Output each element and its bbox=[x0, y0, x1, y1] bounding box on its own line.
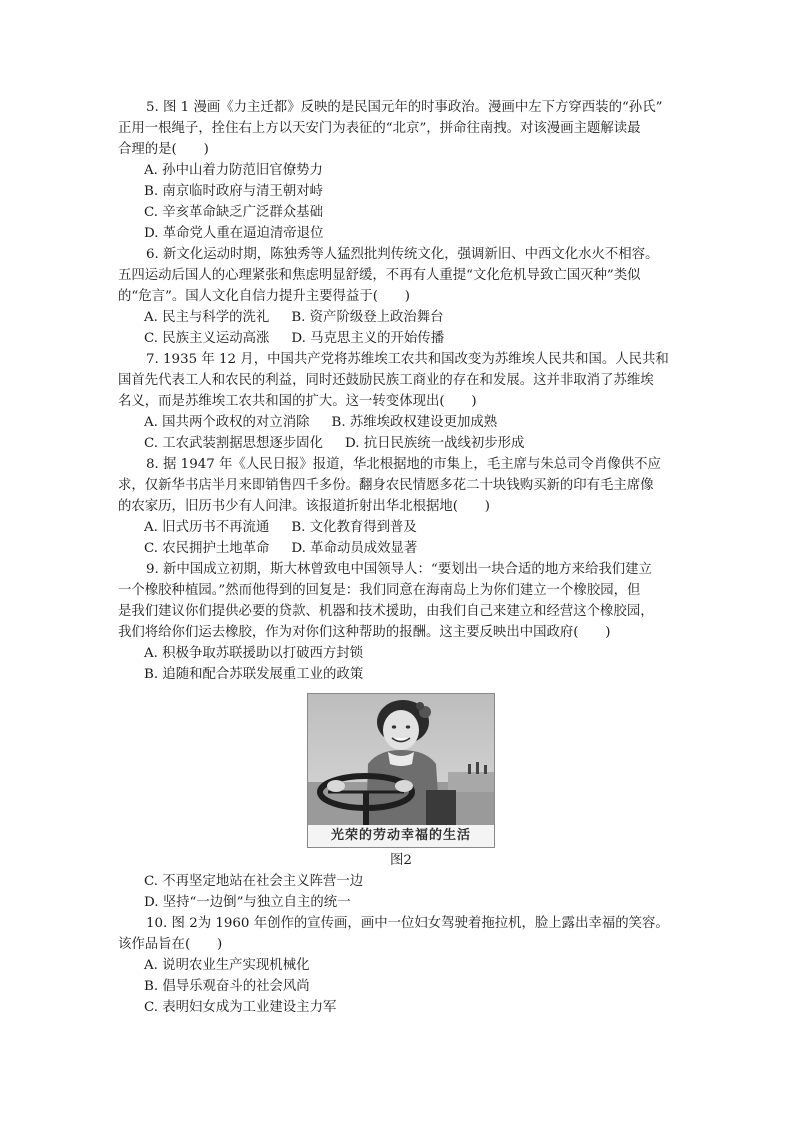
option-d: D. 抗日民族统一战线初步形成 bbox=[344, 436, 525, 451]
question-stem: 7. 1935 年 12 月，中国共产党将苏维埃工农共和国改变为苏维埃人民共和国。人民共和 国首先代表工人和农民的利益，同时还鼓励民族工商业的存在和发展。这并非取消了苏维埃 名义，而是苏维埃工农共和国的扩大。这一转变体现出( ) bbox=[118, 352, 669, 409]
option-d: D. 革命党人重在逼迫清帝退位 bbox=[144, 226, 324, 241]
question-stem: 10. 图 2为 1960 年创作的宣传画，画中一位妇女驾驶着拖拉机，脸上露出幸福的笑容。 该作品旨在( ) bbox=[118, 916, 669, 952]
option-row bbox=[118, 412, 684, 433]
option-d: D. 马克思主义的开始传播 bbox=[291, 331, 445, 346]
option-row bbox=[118, 433, 684, 454]
option-row bbox=[118, 307, 684, 328]
question-9 bbox=[118, 559, 684, 685]
question-stem: 8. 据 1947 年《人民日报》报道，华北根据地的市集上，毛主席与朱总司令肖像供不应 求，仅新华书店半月来即销售四千多份。翻身农民情愿多花二十块钱购买新的印有毛主席像 的农家历，旧历书少有人问津。该报道折射出华北根据地( ) bbox=[118, 457, 661, 514]
option-b: B. 倡导乐观奋斗的社会风尚 bbox=[144, 979, 310, 994]
option-b: B. 文化教育得到普及 bbox=[291, 520, 417, 535]
option-c: C. 辛亥革命缺乏广泛群众基础 bbox=[144, 205, 323, 220]
question-8 bbox=[118, 454, 684, 559]
option-row bbox=[118, 538, 684, 559]
poster-caption: 光荣的劳动幸福的生活 bbox=[308, 825, 494, 847]
option-row bbox=[118, 328, 684, 349]
option-row bbox=[118, 517, 684, 538]
option-c: C. 农民拥护土地革命 bbox=[144, 541, 270, 556]
option-b: B. 南京临时政府与清王朝对峙 bbox=[144, 184, 324, 199]
option-d: D. 坚持“一边倒”与独立自主的统一 bbox=[144, 895, 351, 910]
option-b: B. 资产阶级登上政治舞台 bbox=[291, 310, 444, 325]
option-a: A. 国共两个政权的对立消除 bbox=[144, 415, 310, 430]
option-a: A. 旧式历书不再流通 bbox=[144, 520, 270, 535]
question-10 bbox=[118, 913, 684, 1018]
option-a: A. 民主与科学的洗礼 bbox=[144, 310, 270, 325]
poster-illustration bbox=[308, 694, 494, 825]
question-stem: 6. 新文化运动时期，陈独秀等人猛烈批判传统文化，强调新旧、中西文化水火不相容。 五四运动后国人的心理紧张和焦虑明显舒缓，不再有人重提“文化危机导致亡国灭种”类似 的“危言”。国人文化自信力提升主要得益于( ) bbox=[118, 247, 659, 304]
question-7 bbox=[118, 349, 684, 454]
question-stem: 9. 新中国成立初期，斯大林曾致电中国领导人：“要划出一块合适的地方来给我们建立 一个橡胶种植园。”然而他得到的回复是：我们同意在海南岛上为你们建立一个橡胶园，但 是我们建议你们提供必要的贷款、机器和技术援助，由我们自己来建立和经营这个橡胶园， 我们将给你们运去橡胶，作为对你们这种帮助的报酬。这主要反映出中国政府( ) bbox=[118, 562, 654, 640]
option-a: A. 孙中山着力防范旧官僚势力 bbox=[144, 163, 323, 178]
option-c: C. 不再坚定地站在社会主义阵营一边 bbox=[144, 874, 364, 889]
question-stem: 5. 图 1 漫画《力主迁都》反映的是民国元年的时事政治。漫画中左下方穿西装的“孙氏” 正用一根绳子，拴住右上方以天安门为表征的“北京”，拼命往南拽。对该漫画主题解读最 合理的是( ) bbox=[118, 100, 663, 157]
option-c: C. 民族主义运动高涨 bbox=[144, 331, 270, 346]
option-b: B. 苏维埃政权建设更加成熟 bbox=[331, 415, 498, 430]
option-d: D. 革命动员成效显著 bbox=[291, 541, 418, 556]
figure-2-poster bbox=[307, 693, 495, 848]
option-b: B. 追随和配合苏联发展重工业的政策 bbox=[144, 667, 364, 682]
option-c: C. 表明妇女成为工业建设主力军 bbox=[144, 1000, 337, 1015]
question-9-options-continued bbox=[118, 871, 684, 913]
question-5 bbox=[118, 97, 684, 244]
figure-label: 图2 bbox=[390, 853, 412, 868]
question-6 bbox=[118, 244, 684, 349]
question-column bbox=[118, 97, 684, 1018]
option-a: A. 积极争取苏联援助以打破西方封锁 bbox=[144, 646, 364, 661]
option-a: A. 说明农业生产实现机械化 bbox=[144, 958, 310, 973]
option-c: C. 工农武装割据思想逐步固化 bbox=[144, 436, 323, 451]
